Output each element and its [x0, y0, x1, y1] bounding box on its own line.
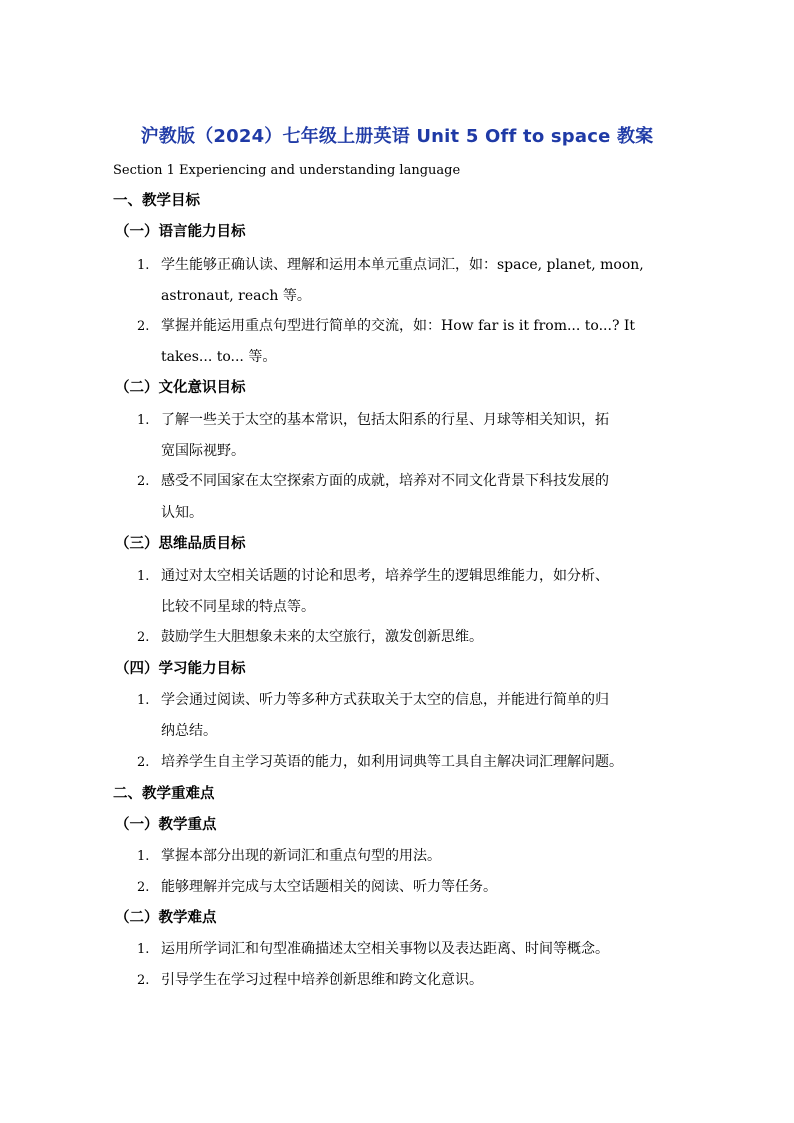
section-subtitle: Section 1 Experiencing and understanding language [113, 163, 461, 178]
list-item-text: 感受不同国家在太空探索方面的成就，培养对不同文化背景下科技发展的 [161, 473, 609, 489]
heading-teaching-objectives: 一、教学目标 [113, 193, 200, 209]
subheading-teaching-difficulty: （二）教学难点 [115, 910, 217, 926]
list-item-text: 学会通过阅读、听力等多种方式获取关于太空的信息，并能进行简单的归 [161, 692, 609, 708]
list-item-text: 运用所学词汇和句型准确描述太空相关事物以及表达距离、时间等概念。 [161, 941, 609, 957]
list-number: 2. [137, 319, 150, 334]
list-item-continuation: takes... to... 等。 [161, 349, 277, 365]
list-item-text: 掌握并能运用重点句型进行简单的交流，如：How far is it from... to...? It [161, 318, 636, 334]
list-number: 2. [137, 630, 150, 645]
list-number: 2. [137, 755, 150, 770]
list-number: 1. [137, 849, 150, 864]
list-number: 2. [137, 973, 150, 988]
subheading-thinking-quality: （三）思维品质目标 [115, 536, 246, 552]
subheading-teaching-focus: （一）教学重点 [115, 817, 217, 833]
list-item-text: 培养学生自主学习英语的能力，如利用词典等工具自主解决词汇理解问题。 [161, 754, 623, 770]
list-item-text: 能够理解并完成与太空话题相关的阅读、听力等任务。 [161, 879, 497, 895]
list-number: 2. [137, 880, 150, 895]
list-number: 1. [137, 569, 150, 584]
list-item-continuation: 纳总结。 [161, 723, 217, 739]
list-number: 1. [137, 258, 150, 273]
list-number: 1. [137, 413, 150, 428]
subheading-cultural-awareness: （二）文化意识目标 [115, 380, 246, 396]
list-item-text: 鼓励学生大胆想象未来的太空旅行，激发创新思维。 [161, 629, 483, 645]
list-item-continuation: 比较不同星球的特点等。 [161, 599, 315, 615]
list-item-text: 通过对太空相关话题的讨论和思考，培养学生的逻辑思维能力，如分析、 [161, 568, 609, 584]
subheading-learning-ability: （四）学习能力目标 [115, 661, 246, 677]
list-item-continuation: astronaut, reach 等。 [161, 288, 311, 304]
list-number: 2. [137, 474, 150, 489]
subheading-language-ability: （一）语言能力目标 [115, 224, 246, 240]
list-item-text: 学生能够正确认读、理解和运用本单元重点词汇，如：space, planet, moon, [161, 257, 644, 273]
list-item-text: 掌握本部分出现的新词汇和重点句型的用法。 [161, 848, 441, 864]
list-item-text: 引导学生在学习过程中培养创新思维和跨文化意识。 [161, 972, 483, 988]
list-number: 1. [137, 942, 150, 957]
heading-key-points: 二、教学重难点 [113, 786, 215, 802]
list-item-continuation: 宽国际视野。 [161, 443, 245, 459]
document-title: 沪教版（2024）七年级上册英语 Unit 5 Off to space 教案 [140, 126, 654, 147]
list-number: 1. [137, 693, 150, 708]
list-item-text: 了解一些关于太空的基本常识，包括太阳系的行星、月球等相关知识，拓 [161, 412, 609, 428]
list-item-continuation: 认知。 [161, 505, 203, 521]
